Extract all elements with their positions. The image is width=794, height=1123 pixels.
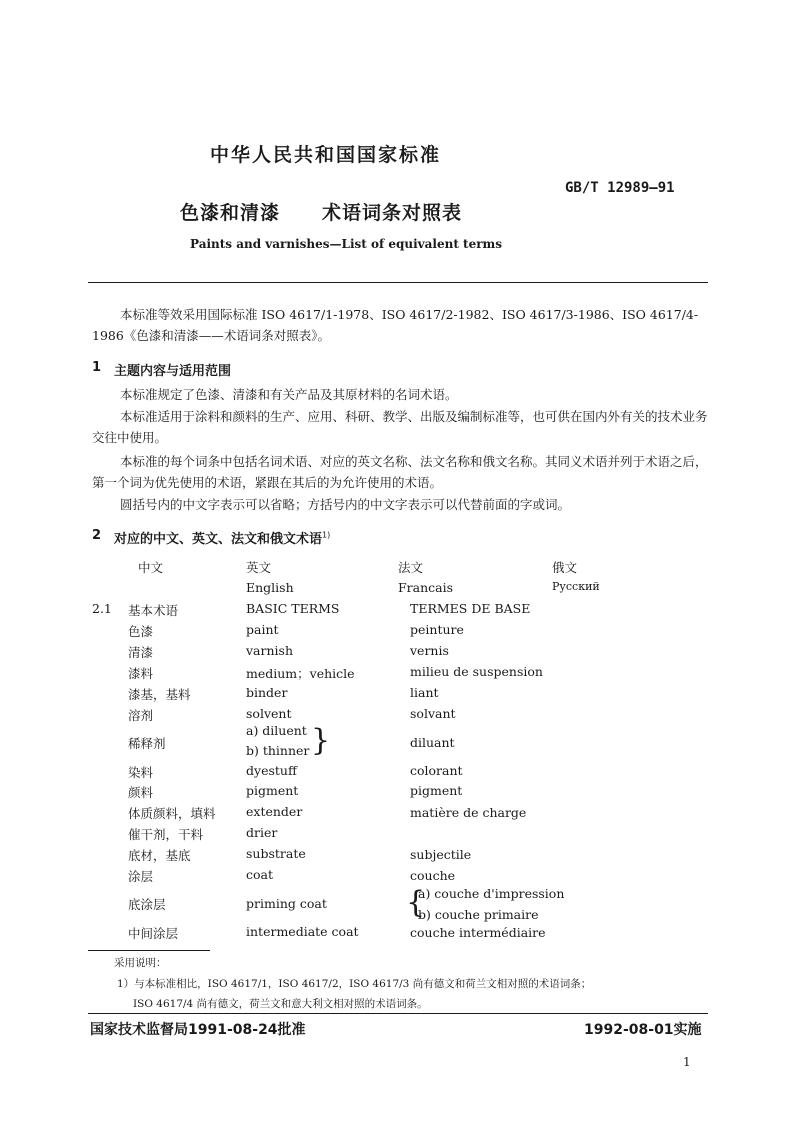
section1-paragraph-4: 圆括号内的中文字表示可以省略；方括号内的中文字表示可以代替前面的字或词。 xyxy=(120,497,571,512)
term-cn: 色漆 xyxy=(128,624,154,639)
term-cn: 清漆 xyxy=(128,645,154,660)
term-cn: 基本术语 xyxy=(128,603,179,618)
term-fr: colorant xyxy=(410,763,463,778)
term-en: coat xyxy=(246,867,274,882)
term-fr: solvant xyxy=(410,706,456,721)
term-fr: subjectile xyxy=(410,847,472,862)
note-2: ISO 4617/4 尚有德文，荷兰文和意大利文相对照的术语词条。 xyxy=(133,998,428,1010)
title-cn-part1: 色漆和清漆 xyxy=(180,202,281,224)
section1-number: 1 xyxy=(92,360,102,375)
title-cn-part2: 术语词条对照表 xyxy=(322,202,463,224)
left-brace: { xyxy=(406,885,426,920)
term-en: solvent xyxy=(246,706,292,721)
footnote-rule xyxy=(88,950,210,951)
subsection-number: 2.1 xyxy=(92,601,112,616)
standard-number: GB/T 12989—91 xyxy=(565,180,675,196)
page-number: 1 xyxy=(683,1055,691,1069)
header-rule xyxy=(88,282,708,283)
term-cn: 催干剂，干料 xyxy=(128,827,204,842)
title-en: Paints and varnishes—List of equivalent terms xyxy=(190,237,502,251)
col-header-chinese: 中文 xyxy=(138,560,164,575)
term-fr: milieu de suspension xyxy=(410,664,543,679)
term-fr-a: a) couche d'impression xyxy=(418,886,565,901)
effective-date: 1992-08-01实施 xyxy=(584,1022,702,1038)
term-cn: 底材，基底 xyxy=(128,848,191,863)
col-header-english: English xyxy=(246,580,294,595)
term-cn: 涂层 xyxy=(128,869,154,884)
notes-label: 采用说明： xyxy=(114,957,167,969)
term-en: binder xyxy=(246,685,288,700)
term-cn: 染料 xyxy=(128,765,154,780)
term-en: priming coat xyxy=(246,896,327,911)
term-cn: 颜料 xyxy=(128,785,154,800)
term-en: drier xyxy=(246,825,278,840)
section1-heading: 主题内容与适用范围 xyxy=(114,364,232,379)
term-cn: 中间涂层 xyxy=(128,926,179,941)
section1-paragraph-2: 本标准适用于涂料和颜料的生产、应用、科研、教学、出版及编制标准等，也可供在国内外有关的技术业务交往中使用。 xyxy=(92,409,708,445)
term-fr: matière de charge xyxy=(410,805,527,820)
col-header-french-cn: 法文 xyxy=(398,560,424,575)
footnote-reference: 1) xyxy=(322,530,331,540)
term-fr: liant xyxy=(410,685,439,700)
term-cn: 漆料 xyxy=(128,666,154,681)
term-fr: couche xyxy=(410,868,456,883)
section2-heading-text: 对应的中文、英文、法文和俄文术语 xyxy=(114,532,323,547)
term-cn: 体质颜料，填料 xyxy=(128,806,216,821)
national-standard-heading: 中华人民共和国国家标准 xyxy=(210,144,442,166)
term-fr-b: b) couche primaire xyxy=(418,907,539,922)
term-en-b: b) thinner xyxy=(246,743,310,758)
term-fr: vernis xyxy=(410,643,449,658)
section2-number: 2 xyxy=(92,528,102,543)
approval-info: 国家技术监督局1991-08-24批准 xyxy=(90,1022,306,1038)
term-en: varnish xyxy=(246,643,294,658)
term-en: intermediate coat xyxy=(246,924,359,939)
col-header-french: Francais xyxy=(398,580,454,595)
term-fr: pigment xyxy=(410,783,463,798)
term-cn: 底涂层 xyxy=(128,897,166,912)
footer-rule xyxy=(88,1013,708,1014)
term-fr: TERMES DE BASE xyxy=(410,601,531,616)
term-en: dyestuff xyxy=(246,763,297,778)
section2-heading xyxy=(114,528,330,547)
term-en: BASIC TERMS xyxy=(246,601,340,616)
term-fr: peinture xyxy=(410,622,464,637)
intro-paragraph: 本标准等效采用国际标准 ISO 4617/1-1978、ISO 4617/2-1982、ISO 4617/3-1986、ISO 4617/4-1986《色漆和清漆——术语词条对照表》。 xyxy=(92,307,699,343)
term-en: extender xyxy=(246,804,303,819)
term-fr: couche intermédiaire xyxy=(410,925,546,940)
section1-paragraph-3: 本标准的每个词条中包括名词术语、对应的英文名称、法文名称和俄文名称。其同义术语并列于术语之后，第一个词为优先使用的术语，紧跟在其后的为允许使用的术语。 xyxy=(92,454,708,490)
term-en: medium；vehicle xyxy=(246,666,355,681)
term-cn: 溶剂 xyxy=(128,708,154,723)
term-cn: 漆基，基料 xyxy=(128,687,191,702)
term-en-a: a) diluent xyxy=(246,723,307,738)
term-en: pigment xyxy=(246,783,299,798)
term-cn: 稀释剂 xyxy=(128,736,166,751)
col-header-russian-cn: 俄文 xyxy=(552,560,578,575)
col-header-english-cn: 英文 xyxy=(246,560,272,575)
term-en: substrate xyxy=(246,846,306,861)
term-fr: diluant xyxy=(410,735,455,750)
term-en: paint xyxy=(246,622,279,637)
note-1: 1）与本标准相比，ISO 4617/1，ISO 4617/2，ISO 4617/3 尚有德文和荷兰文相对照的术语词条； xyxy=(117,978,592,990)
col-header-russian: Русский xyxy=(552,580,600,593)
section1-paragraph-1: 本标准规定了色漆、清漆和有关产品及其原材料的名词术语。 xyxy=(120,387,458,402)
right-brace: } xyxy=(311,723,331,758)
